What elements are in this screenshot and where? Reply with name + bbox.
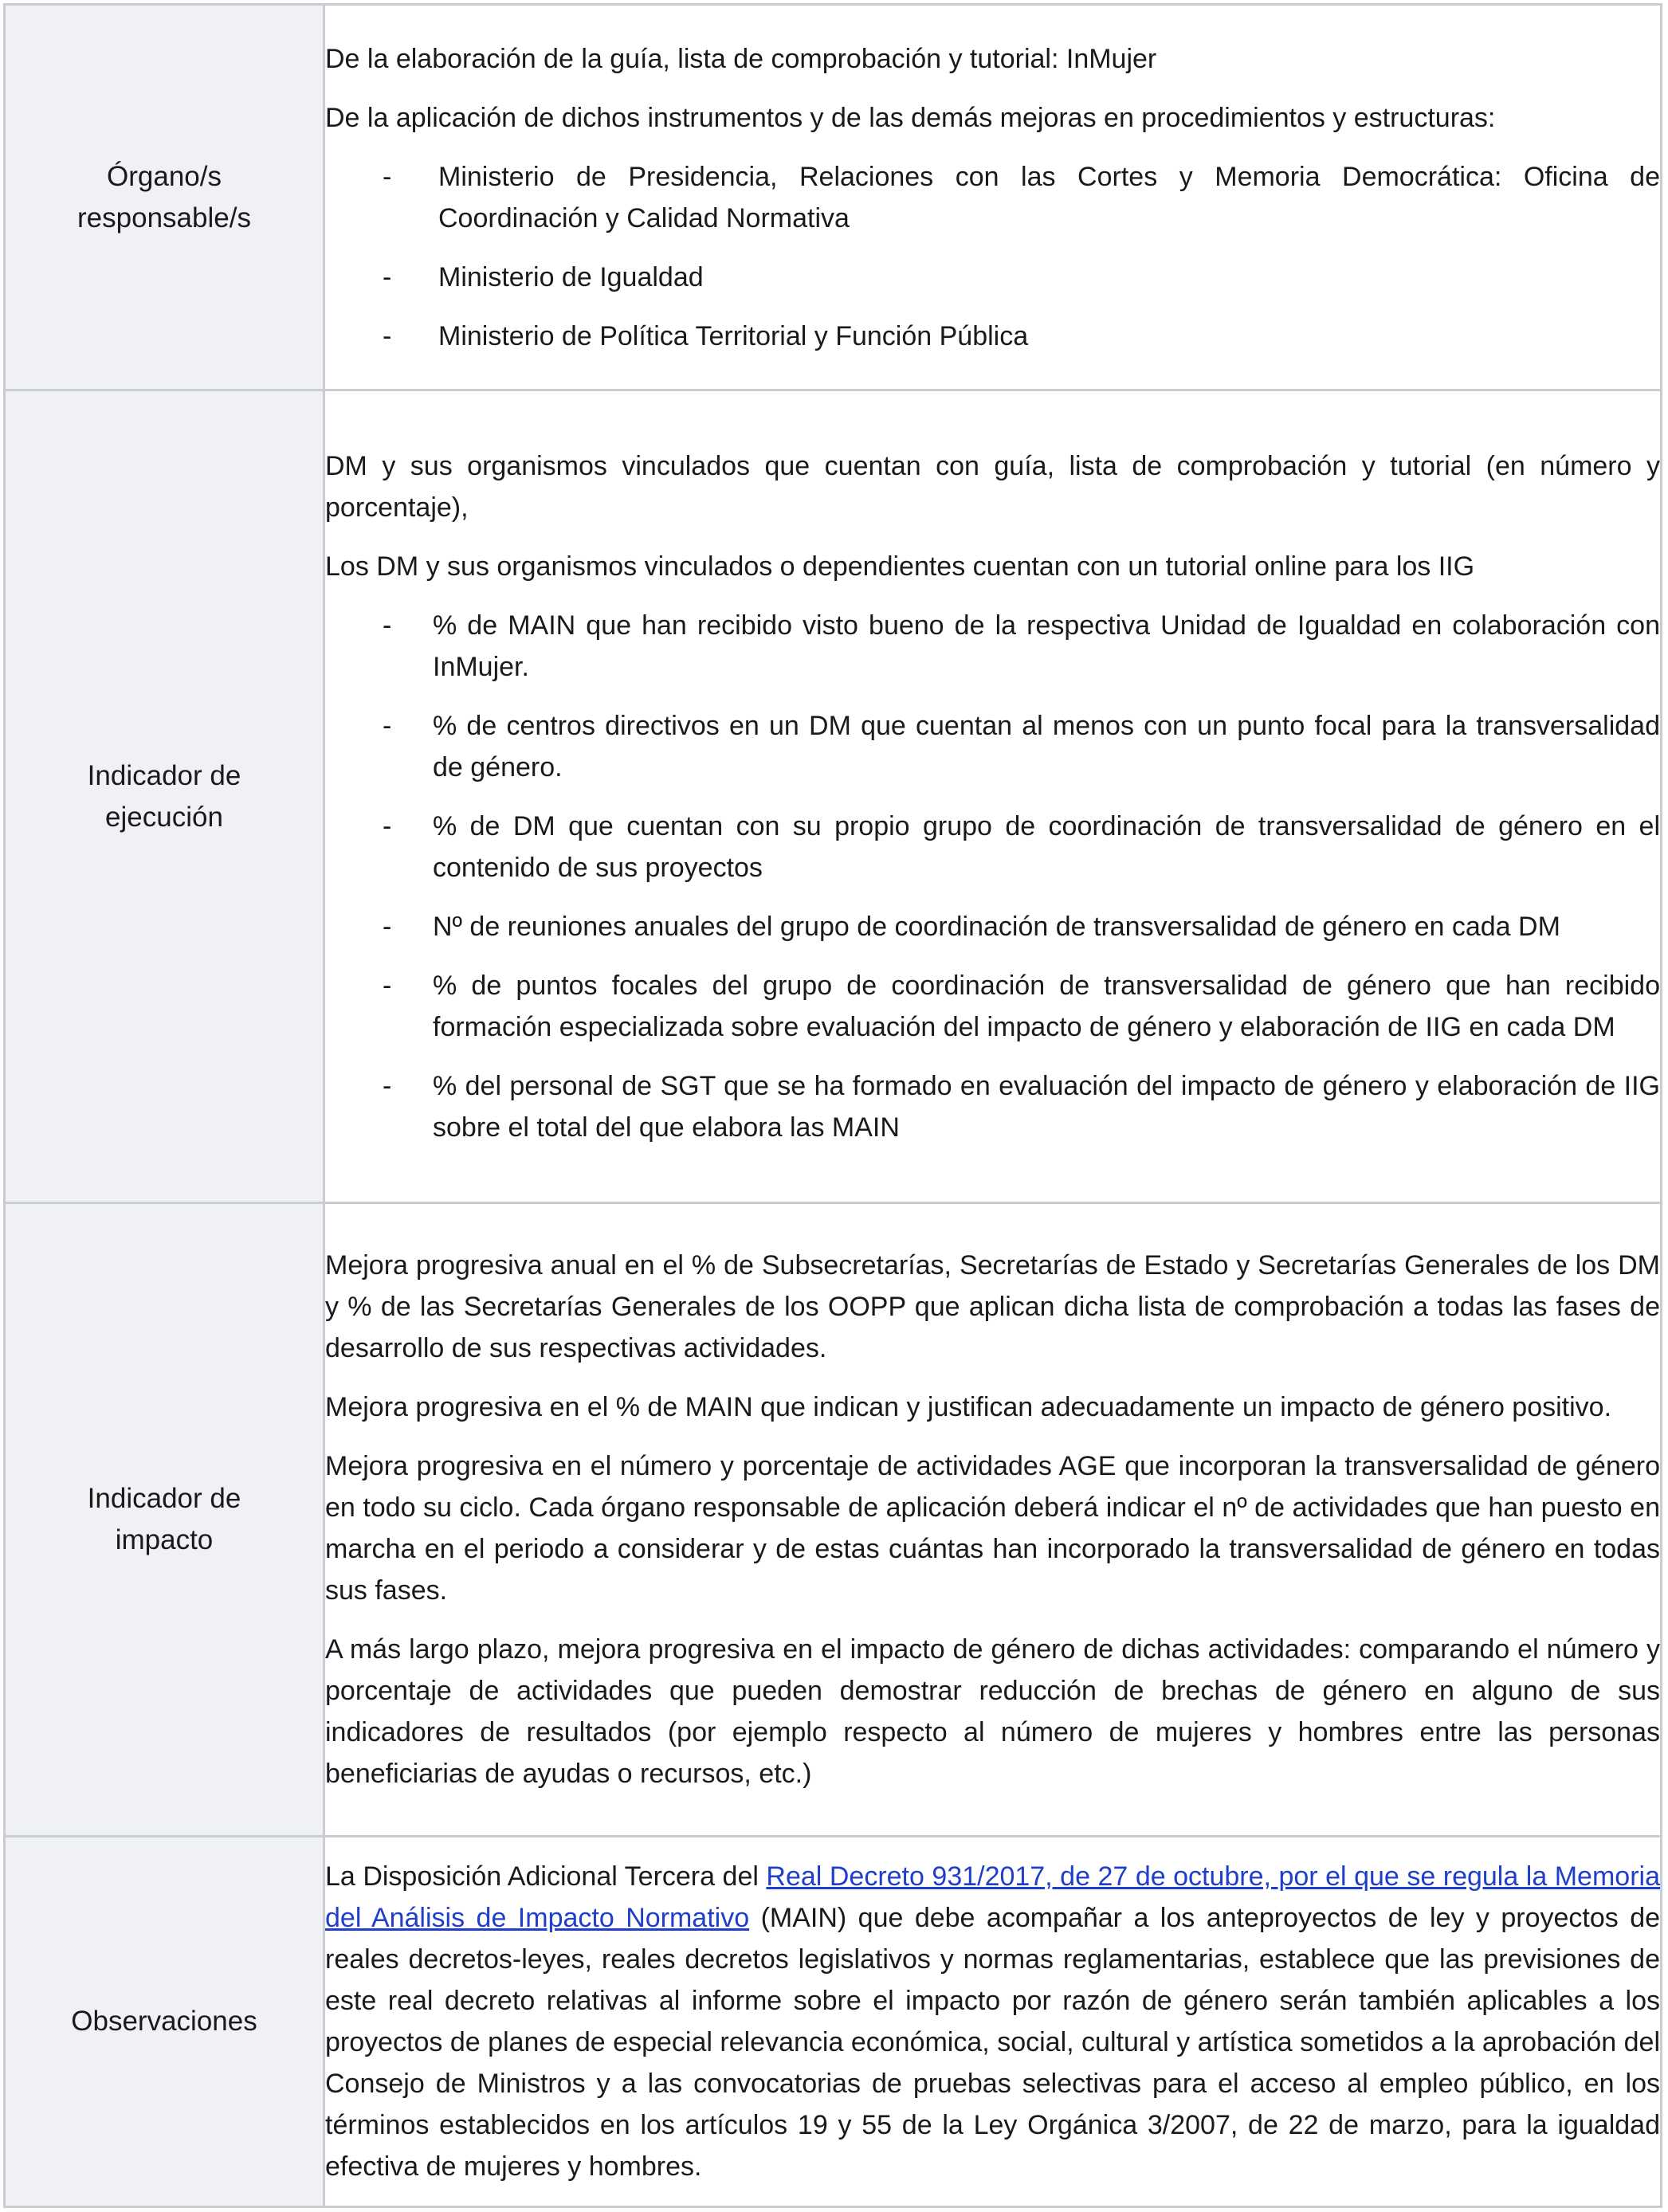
table-row-organos bbox=[5, 5, 1662, 390]
list-item bbox=[325, 1065, 1660, 1148]
paragraph-text: (MAIN) que debe acompañar a los anteproyectos de ley y proyectos de reales decretos-leyes, reales decretos legislativos y normas reglamentarias, establece que las previsiones de este real decreto relativas al informe sobre el impacto por razón de género serán también aplicables a los proyectos de planes de especial relevancia económica, social, cultural y artística sometidos a la aprobación del Consejo de Ministros y a las convocatorias de pruebas selectivas para el acceso al empleo público, en los términos establecidos en los artículos 19 y 55 de la Ley Orgánica 3/2007, de 22 de marzo, para la igualdad efectiva de mujeres y hombres. bbox=[325, 1903, 1661, 2182]
paragraph: De la aplicación de dichos instrumentos y de las demás mejoras en procedimientos y estructuras: bbox=[325, 102, 1496, 133]
paragraph: Mejora progresiva en el número y porcentaje de actividades AGE que incorporan la transversalidad de género en todo su ciclo. Cada órgano responsable de aplicación deberá indicar el nº de actividades que han puesto en marcha en el periodo a considerar y de estas cuántas han incorporado la transversalidad de género en todas sus fases. bbox=[325, 1451, 1660, 1606]
list-item-text: Nº de reuniones anuales del grupo de coordinación de transversalidad de género en cada DM bbox=[433, 911, 1560, 942]
row-content bbox=[324, 1837, 1662, 2207]
label-text: Indicador de ejecución bbox=[87, 759, 241, 833]
table-row-ejecucion bbox=[5, 390, 1662, 1203]
row-label bbox=[5, 390, 324, 1203]
list-item bbox=[325, 316, 1660, 357]
plan-measure-table bbox=[3, 3, 1662, 2208]
row-label bbox=[5, 1203, 324, 1837]
list-item-text: % de MAIN que han recibido visto bueno de la respectiva Unidad de Igualdad en colaboración con InMujer. bbox=[433, 610, 1660, 682]
list-item bbox=[325, 605, 1660, 688]
table-row-observaciones bbox=[5, 1837, 1662, 2207]
dash-list bbox=[325, 605, 1660, 1148]
list-item bbox=[325, 705, 1660, 788]
dash-marker: - bbox=[383, 970, 392, 1001]
dash-marker: - bbox=[383, 161, 392, 192]
list-item-text: % de DM que cuentan con su propio grupo de coordinación de transversalidad de género en el contenido de sus proyectos bbox=[433, 810, 1660, 883]
real-decreto-link[interactable]: Real Decreto 931/2017, de 27 de octubre, por el que se regula la Memoria del Análisis de Impacto Normativo bbox=[325, 1861, 1660, 1933]
list-item bbox=[325, 806, 1660, 888]
row-label bbox=[5, 1837, 324, 2207]
list-item-text: Ministerio de Igualdad bbox=[438, 261, 704, 292]
label-text: Indicador de impacto bbox=[87, 1483, 241, 1555]
table-row-impacto bbox=[5, 1203, 1662, 1837]
paragraph: Los DM y sus organismos vinculados o dependientes cuentan con un tutorial online para los IIG bbox=[325, 551, 1475, 582]
paragraph bbox=[325, 1856, 1660, 2187]
list-item bbox=[325, 906, 1660, 947]
dash-marker: - bbox=[383, 810, 392, 841]
list-item-text: % de puntos focales del grupo de coordinación de transversalidad de género que han recibido formación especializada sobre evaluación del impacto de género y elaboración de IIG en cada DM bbox=[433, 970, 1660, 1042]
list-item-text: % de centros directivos en un DM que cuentan al menos con un punto focal para la transversalidad de género. bbox=[433, 710, 1660, 782]
row-content bbox=[324, 5, 1662, 390]
paragraph: De la elaboración de la guía, lista de comprobación y tutorial: InMujer bbox=[325, 43, 1157, 74]
paragraph: Mejora progresiva anual en el % de Subsecretarías, Secretarías de Estado y Secretarías Generales de los DM y % de las Secretarías Generales de los OOPP que aplican dicha lista de comprobación a todas las fases de desarrollo de sus respectivas actividades. bbox=[325, 1250, 1660, 1363]
dash-marker: - bbox=[383, 1070, 392, 1101]
paragraph: Mejora progresiva en el % de MAIN que indican y justifican adecuadamente un impacto de género positivo. bbox=[325, 1392, 1612, 1422]
list-item-text: Ministerio de Presidencia, Relaciones con las Cortes y Memoria Democrática: Oficina de Coordinación y Calidad Normativa bbox=[438, 161, 1660, 233]
dash-list bbox=[325, 156, 1660, 357]
list-item-text: Ministerio de Política Territorial y Función Pública bbox=[438, 320, 1029, 351]
paragraph-text: La Disposición Adicional Tercera del bbox=[325, 1861, 767, 1892]
label-text: Observaciones bbox=[71, 2006, 257, 2037]
list-item bbox=[325, 965, 1660, 1048]
dash-marker: - bbox=[383, 261, 392, 292]
paragraph: A más largo plazo, mejora progresiva en el impacto de género de dichas actividades: comparando el número y porcentaje de actividades que pueden demostrar reducción de brechas de género en alguno de sus indicadores de resultados (por ejemplo respecto al número de mujeres y hombres entre las personas beneficiarias de ayudas o recursos, etc.) bbox=[325, 1634, 1660, 1789]
list-item bbox=[325, 257, 1660, 298]
paragraph: DM y sus organismos vinculados que cuentan con guía, lista de comprobación y tutorial (en número y porcentaje), bbox=[325, 450, 1660, 523]
dash-marker: - bbox=[383, 320, 392, 351]
list-item-text: % del personal de SGT que se ha formado en evaluación del impacto de género y elaboración de IIG sobre el total del que elabora las MAIN bbox=[433, 1070, 1660, 1143]
dash-marker: - bbox=[383, 710, 392, 741]
row-label bbox=[5, 5, 324, 390]
label-text: Órgano/s responsable/s bbox=[77, 160, 251, 233]
dash-marker: - bbox=[383, 610, 392, 641]
list-item bbox=[325, 156, 1660, 239]
row-content bbox=[324, 1203, 1662, 1837]
dash-marker: - bbox=[383, 911, 392, 942]
row-content bbox=[324, 390, 1662, 1203]
